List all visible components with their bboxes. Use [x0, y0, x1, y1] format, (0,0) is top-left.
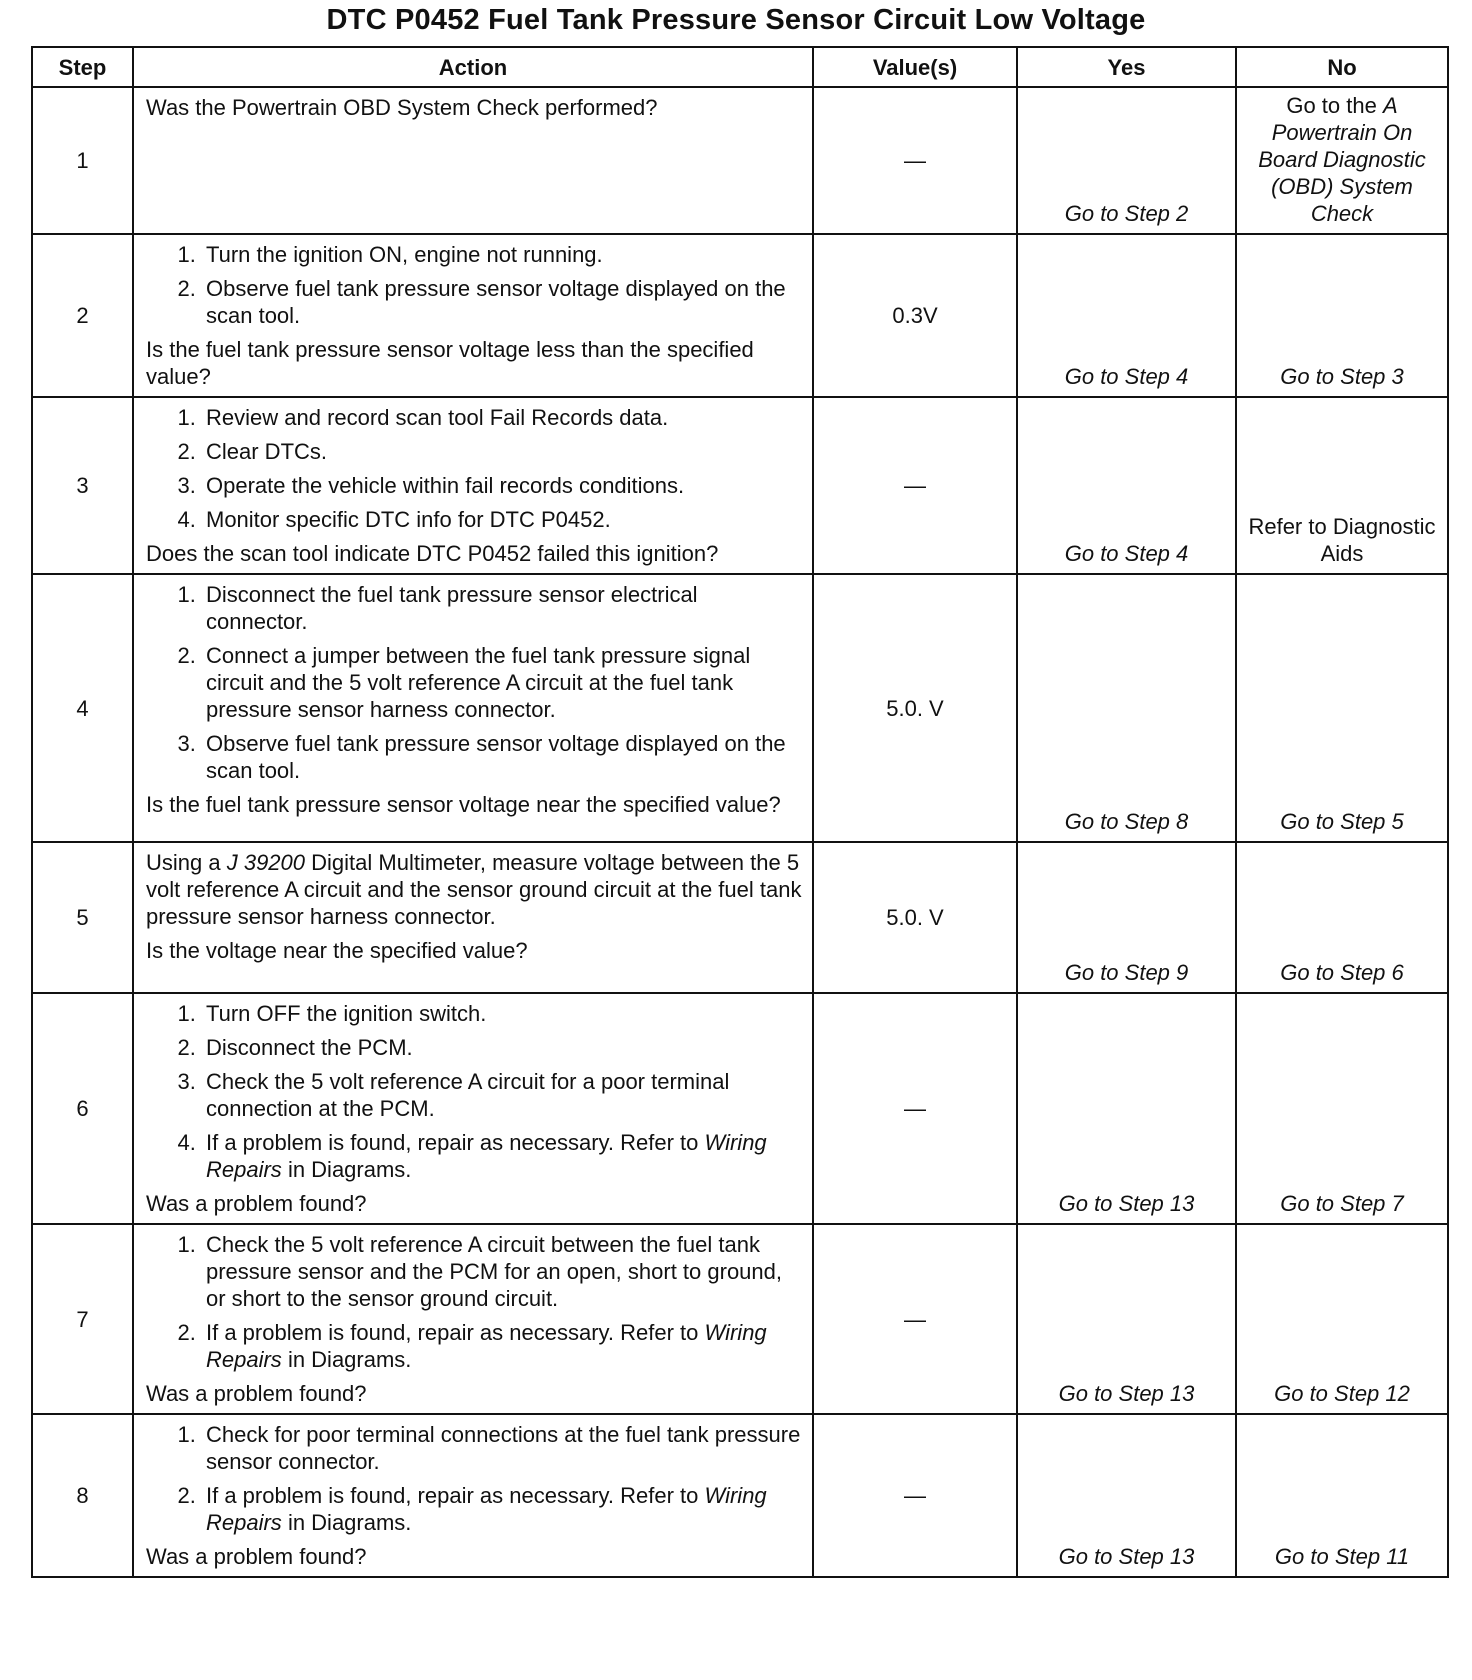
action-question: Is the voltage near the specified value?	[146, 938, 528, 963]
step-number: 5	[32, 842, 133, 993]
action-step	[202, 1482, 802, 1536]
action-cell	[133, 1414, 813, 1577]
action-steps	[146, 404, 802, 533]
table-row	[32, 574, 1448, 842]
action-cell	[133, 1224, 813, 1414]
yes-cell: Go to Step 13	[1017, 1224, 1236, 1414]
no-cell: Go to Step 6	[1236, 842, 1448, 993]
step-number: 8	[32, 1414, 133, 1577]
step-number: 3	[32, 397, 133, 574]
no-cell	[1236, 87, 1448, 234]
action-steps	[146, 241, 802, 329]
action-step: 3. Check the 5 volt reference A circuit for a poor terminal connection at the PCM.	[202, 1068, 802, 1122]
step-number: 1	[32, 87, 133, 234]
action-cell	[133, 397, 813, 574]
table-row	[32, 234, 1448, 397]
value-cell: 5.0. V	[813, 842, 1017, 993]
action-question: Is the fuel tank pressure sensor voltage near the specified value?	[146, 792, 781, 817]
yes-cell: Go to Step 13	[1017, 1414, 1236, 1577]
reference-suffix: in Diagrams.	[287, 1347, 412, 1372]
action-question: Does the scan tool indicate DTC P0452 failed this ignition?	[146, 541, 719, 566]
action-text	[146, 849, 802, 930]
table-row	[32, 1414, 1448, 1577]
action-step: 1. Turn the ignition ON, engine not running.	[202, 241, 802, 268]
header-step: Step	[32, 47, 133, 87]
header-no: No	[1236, 47, 1448, 87]
action-step: 2. Connect a jumper between the fuel tank pressure signal circuit and the 5 volt reference A circuit at the fuel tank pressure sensor harness connector.	[202, 642, 802, 723]
action-text: Was the Powertrain OBD System Check performed?	[146, 95, 658, 120]
action-step: 1. Disconnect the fuel tank pressure sensor electrical connector.	[202, 581, 802, 635]
action-question: Is the fuel tank pressure sensor voltage less than the specified value?	[146, 337, 754, 389]
wiring-repairs-reference: Wiring Repairs	[206, 1320, 767, 1372]
reference-suffix: in Diagrams.	[287, 1157, 412, 1182]
action-step	[202, 1319, 802, 1373]
action-steps	[146, 581, 802, 784]
table-row	[32, 842, 1448, 993]
value-cell: —	[813, 1414, 1017, 1577]
action-question: Was a problem found?	[146, 1191, 367, 1216]
action-text-after: Digital Multimeter, measure voltage between the 5 volt reference A circuit and the sensor ground circuit at the fuel tank pressure sensor harness connector.	[146, 850, 802, 929]
action-steps	[146, 1231, 802, 1373]
yes-cell: Go to Step 4	[1017, 397, 1236, 574]
action-question: Was a problem found?	[146, 1544, 367, 1569]
action-step: 2. Disconnect the PCM.	[202, 1034, 802, 1061]
table-row	[32, 397, 1448, 574]
action-step: 3. Observe fuel tank pressure sensor voltage displayed on the scan tool.	[202, 730, 802, 784]
tool-reference: J 39200	[226, 850, 306, 875]
no-cell: Go to Step 11	[1236, 1414, 1448, 1577]
yes-cell: Go to Step 8	[1017, 574, 1236, 842]
reference-text: If a problem is found, repair as necessary. Refer to	[206, 1320, 699, 1345]
value-cell: 5.0. V	[813, 574, 1017, 842]
action-cell	[133, 234, 813, 397]
page-title: DTC P0452 Fuel Tank Pressure Sensor Circuit Low Voltage	[326, 4, 1146, 36]
no-cell: Go to Step 12	[1236, 1224, 1448, 1414]
step-number: 4	[32, 574, 133, 842]
action-step: 1. Check the 5 volt reference A circuit between the fuel tank pressure sensor and the PCM for an open, short to ground, or short to the sensor ground circuit.	[202, 1231, 802, 1312]
reference-text: If a problem is found, repair as necessary. Refer to	[206, 1483, 699, 1508]
action-step: 2. Observe fuel tank pressure sensor voltage displayed on the scan tool.	[202, 275, 802, 329]
reference-suffix: in Diagrams.	[287, 1510, 412, 1535]
yes-cell: Go to Step 13	[1017, 993, 1236, 1224]
value-cell: —	[813, 87, 1017, 234]
value-cell: —	[813, 397, 1017, 574]
action-question: Was a problem found?	[146, 1381, 367, 1406]
action-step: 1. Review and record scan tool Fail Records data.	[202, 404, 802, 431]
step-number: 7	[32, 1224, 133, 1414]
action-step	[202, 1129, 802, 1183]
step-number: 6	[32, 993, 133, 1224]
value-cell: 0.3V	[813, 234, 1017, 397]
no-cell: Go to Step 3	[1236, 234, 1448, 397]
header-yes: Yes	[1017, 47, 1236, 87]
wiring-repairs-reference: Wiring Repairs	[206, 1483, 767, 1535]
no-cell: Refer to Diagnostic Aids	[1236, 397, 1448, 574]
action-cell	[133, 574, 813, 842]
action-steps	[146, 1421, 802, 1536]
no-prefix: Go to the	[1286, 93, 1377, 118]
action-step: 2. Clear DTCs.	[202, 438, 802, 465]
action-cell	[133, 993, 813, 1224]
action-cell	[133, 87, 813, 234]
diagnostic-table	[31, 46, 1449, 1578]
reference-text: If a problem is found, repair as necessary. Refer to	[206, 1130, 699, 1155]
yes-cell: Go to Step 9	[1017, 842, 1236, 993]
action-step: 1. Check for poor terminal connections at the fuel tank pressure sensor connector.	[202, 1421, 802, 1475]
action-step: 3. Operate the vehicle within fail records conditions.	[202, 472, 802, 499]
no-cell: Go to Step 5	[1236, 574, 1448, 842]
table-row	[32, 993, 1448, 1224]
no-reference: A Powertrain On Board Diagnostic (OBD) System Check	[1258, 93, 1426, 226]
value-cell: —	[813, 1224, 1017, 1414]
table-row	[32, 87, 1448, 234]
yes-cell: Go to Step 4	[1017, 234, 1236, 397]
action-cell	[133, 842, 813, 993]
no-cell: Go to Step 7	[1236, 993, 1448, 1224]
header-row	[32, 47, 1448, 87]
wiring-repairs-reference: Wiring Repairs	[206, 1130, 767, 1182]
table-row	[32, 1224, 1448, 1414]
header-values: Value(s)	[813, 47, 1017, 87]
yes-cell: Go to Step 2	[1017, 87, 1236, 234]
action-step: 1. Turn OFF the ignition switch.	[202, 1000, 802, 1027]
action-steps	[146, 1000, 802, 1183]
header-action: Action	[133, 47, 813, 87]
step-number: 2	[32, 234, 133, 397]
action-step: 4. Monitor specific DTC info for DTC P0452.	[202, 506, 802, 533]
action-text-before: Using a	[146, 850, 221, 875]
value-cell: —	[813, 993, 1017, 1224]
